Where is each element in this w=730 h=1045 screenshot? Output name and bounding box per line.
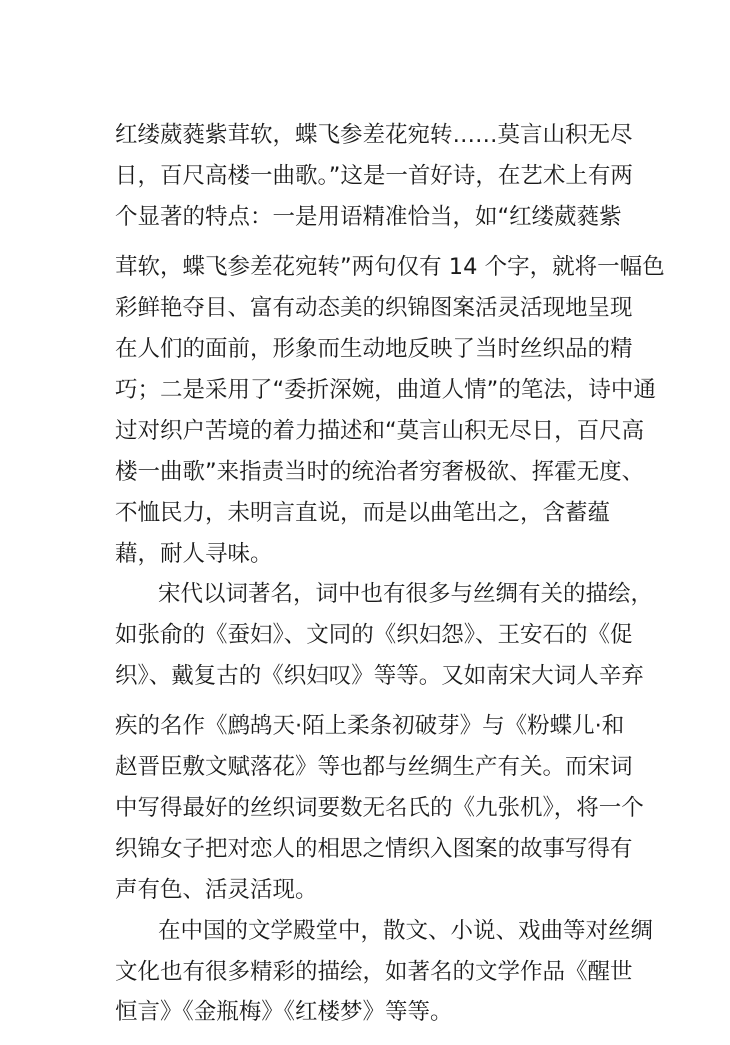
text-line: 声有色、活灵活现。 (115, 877, 318, 903)
text-line: 茸软，蝶飞参差花宛转”两句仅有 14 个字，就将一幅色 (115, 254, 665, 280)
text-line: 织》、戴复古的《织妇叹》等等。又如南宋大词人辛弃 (115, 663, 644, 689)
text-line: 过对织户苦境的着力描述和“莫言山积无尽日，百尺高 (115, 418, 645, 444)
text-line: 在人们的面前，形象而生动地反映了当时丝织品的精 (115, 336, 633, 362)
text-line: 楼一曲歌”来指责当时的统治者穷奢极欲、挥霍无度、 (115, 459, 645, 485)
text-line: 红缕葳蕤紫茸软，蝶飞参差花宛转……莫言山积无尽 (115, 122, 633, 148)
text-line: 个显著的特点：一是用语精准恰当，如“红缕葳蕤紫 (115, 204, 622, 230)
text-line: 不恤民力，未明言直说，而是以曲笔出之，含蓄蕴 (115, 500, 611, 526)
text-line: 赵晋臣敷文赋落花》等也都与丝绸生产有关。而宋词 (115, 754, 633, 780)
text-line: 恒言》《金瓶梅》《红楼梦》等等。 (115, 999, 453, 1025)
text-line: 中写得最好的丝织词要数无名氏的《九张机》，将一个 (115, 795, 644, 821)
text-line: 巧；二是采用了“委折深婉，曲道人情”的笔法，诗中通 (115, 377, 656, 403)
text-line: 彩鲜艳夺目、富有动态美的织锦图案活灵活现地呈现 (115, 295, 633, 321)
text-line: 织锦女子把对恋人的相思之情织入图案的故事写得有 (115, 836, 633, 862)
paragraph-first-line: 宋代以词著名，词中也有很多与丝绸有关的描绘， (158, 581, 654, 607)
text-line: 如张俞的《蚕妇》、文同的《织妇怨》、王安石的《促 (115, 622, 633, 648)
paragraph-first-line: 在中国的文学殿堂中，散文、小说、戏曲等对丝绸 (158, 918, 654, 944)
text-line: 疾的名作《鹧鸪天·陌上柔条初破芽》与《粉蝶儿·和 (115, 713, 625, 739)
text-line: 日，百尺高楼一曲歌。”这是一首好诗，在艺术上有两 (115, 163, 633, 189)
text-line: 藉，耐人寻味。 (115, 541, 273, 567)
text-line: 文化也有很多精彩的描绘，如著名的文学作品《醒世 (115, 959, 633, 985)
